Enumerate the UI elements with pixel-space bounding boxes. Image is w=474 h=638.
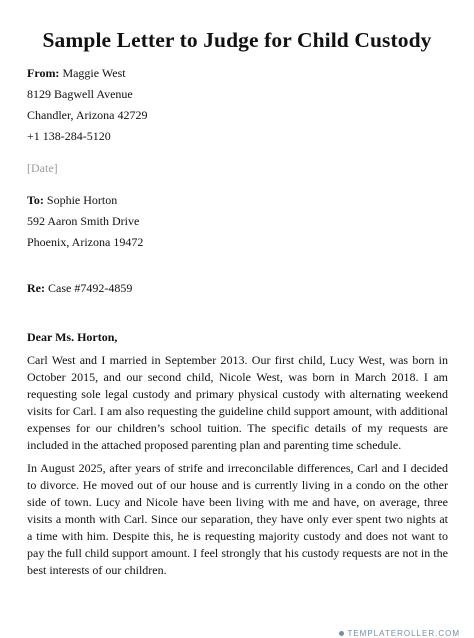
re-label: Re: <box>27 281 45 295</box>
watermark-text: TEMPLATEROLLER.COM <box>347 629 460 638</box>
date-bracket-open: [ <box>27 161 31 175</box>
sender-name: Maggie West <box>62 66 126 80</box>
from-label: From: <box>27 66 60 80</box>
case-number: Case #7492-4859 <box>48 281 133 295</box>
letter-title: Sample Letter to Judge for Child Custody <box>42 28 432 52</box>
sender-phone: +1 138-284-5120 <box>27 129 111 143</box>
body-paragraph-2: In August 2025, after years of strife and irreconcilable differences, Carl and I decided to divorce. He moved out of our house and is currently living in a condo on the other side of town. Lucy and Nicole have been living with me and have, on average, three visits a month with Carl. Since our separation, they have only ever spent two nights at a time with him. Despite this, he is requesting majority custody and does not want to pay the full child support amount. I feel strongly that his custody requests are not in the best interests of our children. <box>27 461 448 577</box>
sender-address-1: 8129 Bagwell Avenue <box>27 87 133 101</box>
salutation: Dear Ms. Horton, <box>27 330 118 344</box>
re-line <box>27 281 132 296</box>
to-label: To: <box>27 193 44 207</box>
to-line <box>27 193 117 208</box>
body-paragraph-1: Carl West and I married in September 2013. Our first child, Lucy West, was born in October 2015, and our second child, Nicole West, was born in March 2018. I am requesting sole legal custody and primary physical custody with alternating weekend visits for Carl. I am also requesting the guideline child support amount, with additional expenses for our children’s school tuition. The specific details of my requests are included in the attached proposed parenting plan and parenting time schedule. <box>27 353 448 452</box>
from-line <box>27 66 126 81</box>
date-text: Date <box>31 161 54 175</box>
recipient-address-2: Phoenix, Arizona 19472 <box>27 235 144 249</box>
watermark <box>339 629 460 638</box>
recipient-name: Sophie Horton <box>46 193 118 207</box>
sender-address-2: Chandler, Arizona 42729 <box>27 108 148 122</box>
recipient-address-1: 592 Aaron Smith Drive <box>27 214 140 228</box>
date-placeholder <box>27 161 58 176</box>
date-bracket-close: ] <box>53 161 58 175</box>
